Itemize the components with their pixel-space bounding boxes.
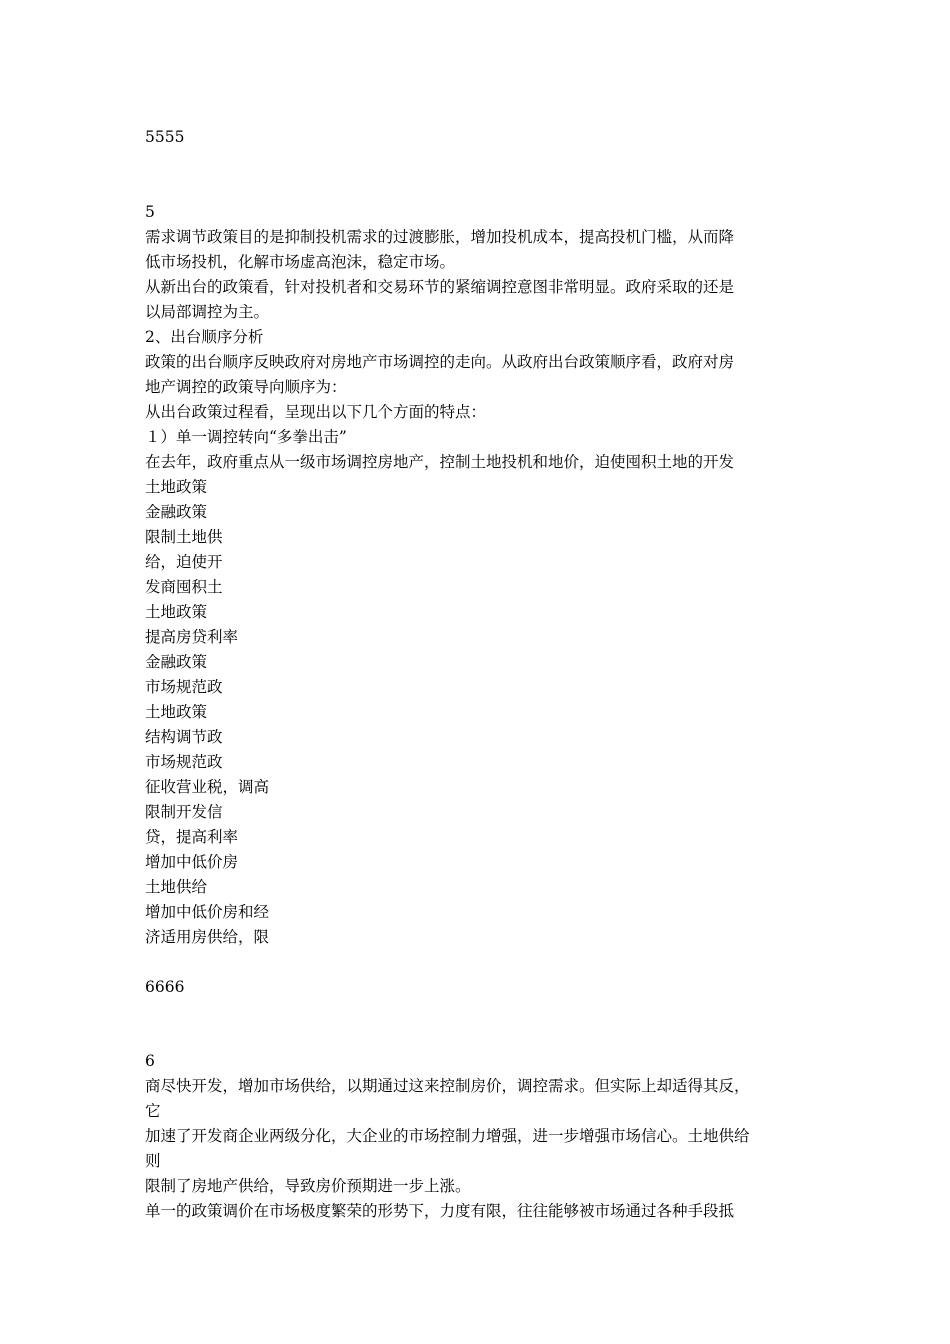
text-line: 限制了房地产供给，导致房价预期进一步上涨。 bbox=[145, 1177, 471, 1195]
fragment-line: 给，迫使开 bbox=[145, 553, 223, 571]
fragment-line: 提高房贷利率 bbox=[145, 628, 239, 646]
fragment-line: 发商囤积土 bbox=[145, 578, 223, 596]
text-line: 加速了开发商企业两级分化，大企业的市场控制力增强，进一步增强市场信心。土地供给 bbox=[145, 1127, 750, 1145]
text-line: 政策的出台顺序反映政府对房地产市场调控的走向。从政府出台政策顺序看，政府对房 bbox=[145, 353, 735, 371]
text-line: 从出台政策过程看，呈现出以下几个方面的特点： bbox=[145, 403, 487, 421]
page-marker: 6666 bbox=[145, 978, 185, 996]
text-line: 在去年，政府重点从一级市场调控房地产，控制土地投机和地价，迫使囤积土地的开发 bbox=[145, 453, 735, 471]
fragment-line: 增加中低价房 bbox=[145, 853, 239, 871]
fragment-line: 金融政策 bbox=[145, 653, 208, 671]
fragment-line: 结构调节政 bbox=[145, 728, 223, 746]
section-heading: 2、出台顺序分析 bbox=[145, 328, 264, 346]
fragment-line: 市场规范政 bbox=[145, 753, 223, 771]
fragment-line: 金融政策 bbox=[145, 503, 208, 521]
page-number: 6 bbox=[145, 1052, 155, 1070]
fragment-line: 限制开发信 bbox=[145, 803, 223, 821]
fragment-line: 市场规范政 bbox=[145, 678, 223, 696]
subsection-heading: １）单一调控转向“多拳出击” bbox=[145, 428, 347, 446]
text-line: 单一的政策调价在市场极度繁荣的形势下，力度有限，往往能够被市场通过各种手段抵 bbox=[145, 1202, 735, 1220]
fragment-line: 土地政策 bbox=[145, 703, 208, 721]
text-line: 低市场投机，化解市场虚高泡沫，稳定市场。 bbox=[145, 253, 456, 271]
page-number: 5 bbox=[145, 203, 155, 221]
text-line: 它 bbox=[145, 1102, 161, 1120]
fragment-line: 增加中低价房和经 bbox=[145, 903, 270, 921]
text-line: 需求调节政策目的是抑制投机需求的过渡膨胀，增加投机成本，提高投机门槛，从而降 bbox=[145, 228, 735, 246]
text-line: 地产调控的政策导向顺序为： bbox=[145, 378, 347, 396]
text-line: 则 bbox=[145, 1152, 161, 1170]
fragment-line: 限制土地供 bbox=[145, 528, 223, 546]
page-marker: 5555 bbox=[145, 128, 185, 146]
text-line: 以局部调控为主。 bbox=[145, 303, 270, 321]
text-line: 商尽快开发，增加市场供给，以期通过这来控制房价，调控需求。但实际上却适得其反， bbox=[145, 1077, 750, 1095]
fragment-line: 征收营业税，调高 bbox=[145, 778, 270, 796]
fragment-line: 济适用房供给，限 bbox=[145, 928, 270, 946]
fragment-line: 贷，提高利率 bbox=[145, 828, 239, 846]
fragment-line: 土地政策 bbox=[145, 478, 208, 496]
fragment-line: 土地供给 bbox=[145, 878, 208, 896]
text-line: 从新出台的政策看，针对投机者和交易环节的紧缩调控意图非常明显。政府采取的还是 bbox=[145, 278, 735, 296]
fragment-line: 土地政策 bbox=[145, 603, 208, 621]
